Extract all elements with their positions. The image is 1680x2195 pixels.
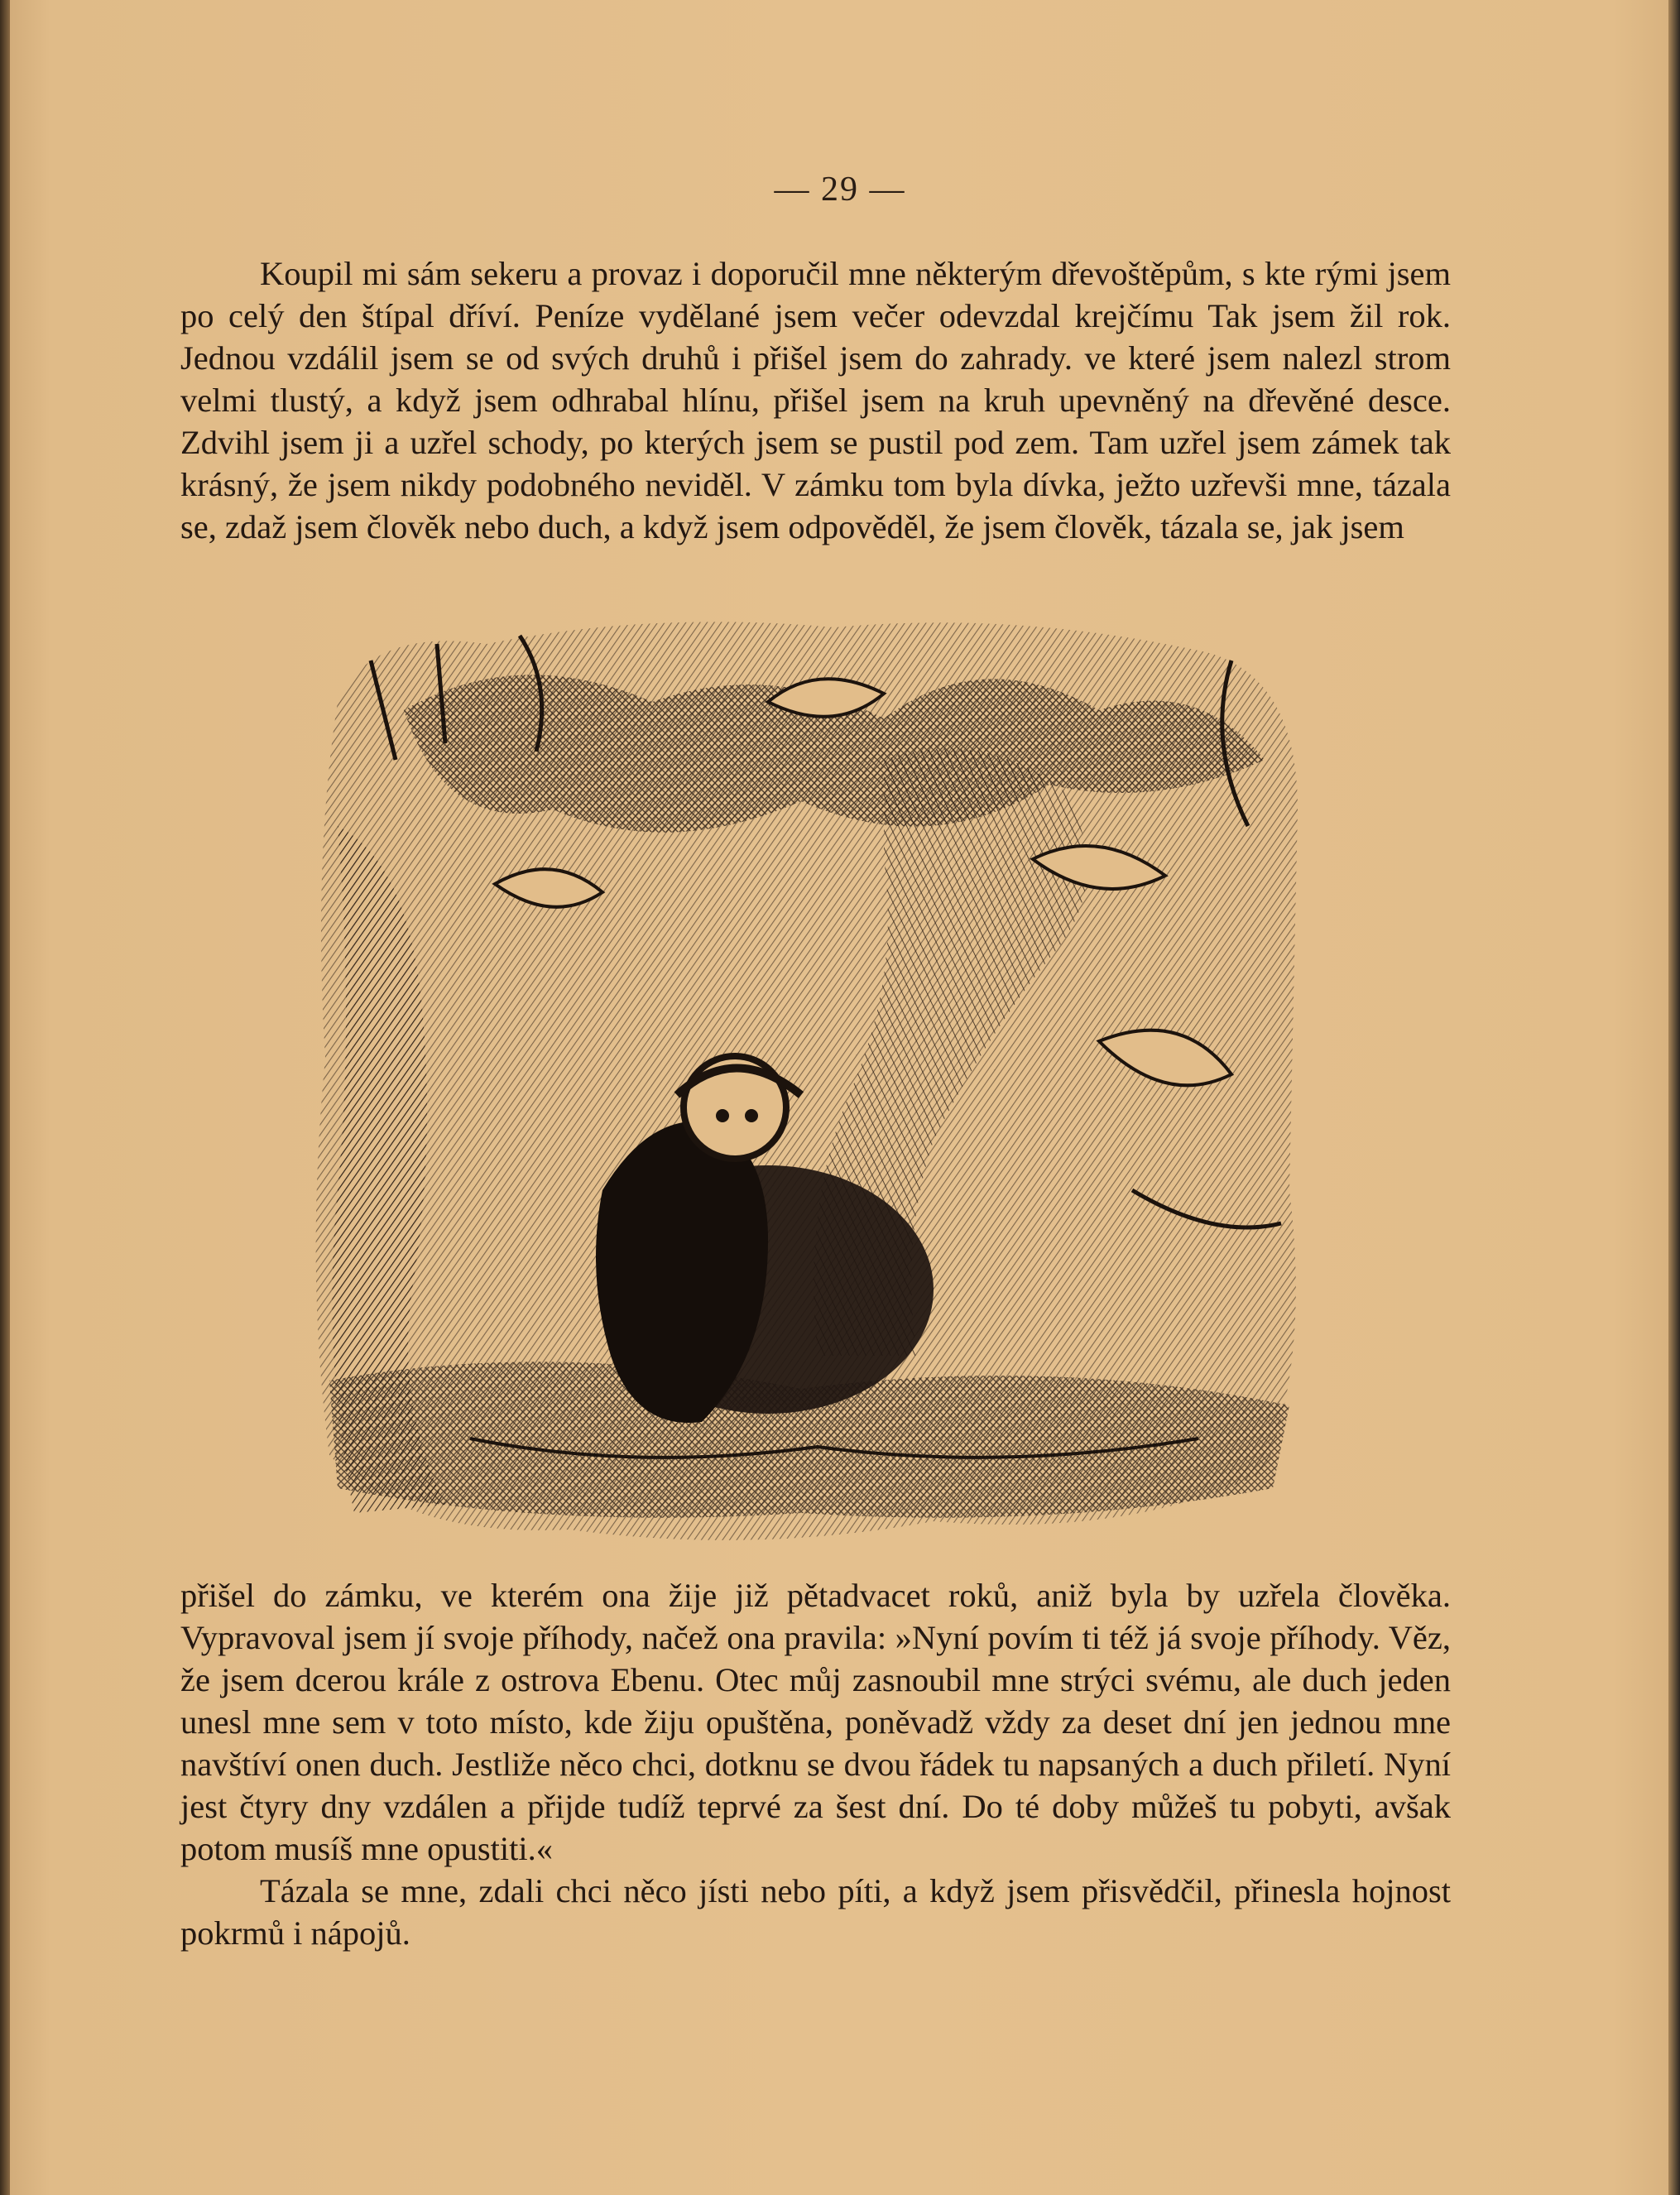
- woodcut-illustration-icon: [305, 611, 1318, 1561]
- bottom-paragraph: Tázala se mne, zdali chci něco jísti nebo píti, a když jsem přisvědčil, přinesla hojnost pokrmů i nápojů.: [180, 1872, 1451, 1952]
- page-right-edge: [1668, 0, 1680, 2195]
- bottom-text-block: [180, 1574, 1451, 1954]
- top-text-block: [180, 252, 1451, 548]
- top-paragraph: Koupil mi sám sekeru a provaz i doporučil mne některým dřevoštěpům, s kte rými jsem po celý den štípal dříví. Peníze vydělané jsem večer odevzdal krejčímu Tak jsem žil rok. Jednou vzdálil jsem se od svých druhů i přišel jsem do zahrady. ve které jsem nalezl strom velmi tlustý, a když jsem odhrabal hlínu, přišel jsem na kruh upevněný na dřevěné desce. Zdvihl jsem ji a uzřel schody, po kterých jsem se pustil pod zem. Tam uzřel jsem zámek tak krásný, že jsem nikdy podobného neviděl. V zámku tom byla dívka, ježto uzřevši mne, tázala se, zdaž jsem člověk nebo duch, a když jsem odpověděl, že jsem člověk, tázala se, jak jsem: [180, 255, 1451, 545]
- page-number: — 29 —: [774, 171, 906, 209]
- page-left-edge: [0, 0, 10, 2195]
- bottom-continuation-paragraph: přišel do zámku, ve kterém ona žije již pětadvacet roků, aniž byla by uzřela člověka. Vypravoval jsem jí svoje příhody, načež ona pravila: »Nyní povím ti též já svoje příhody. Věz, že jsem dcerou krále z ostrova Ebenu. Otec můj zasnoubil mne strýci svému, ale duch jeden unesl mne sem v toto místo, kde žiju opuštěna, poněvadž vždy za deset dní jen jednou mne navštíví onen duch. Jestliže něco chci, dotknu se dvou řádek tu napsaných a duch přiletí. Nyní jest čtyry dny vzdálen a přijde tudíž teprvé za šest dní. Do té doby můžeš tu pobyti, avšak potom musíš mne opustiti.«: [180, 1577, 1451, 1867]
